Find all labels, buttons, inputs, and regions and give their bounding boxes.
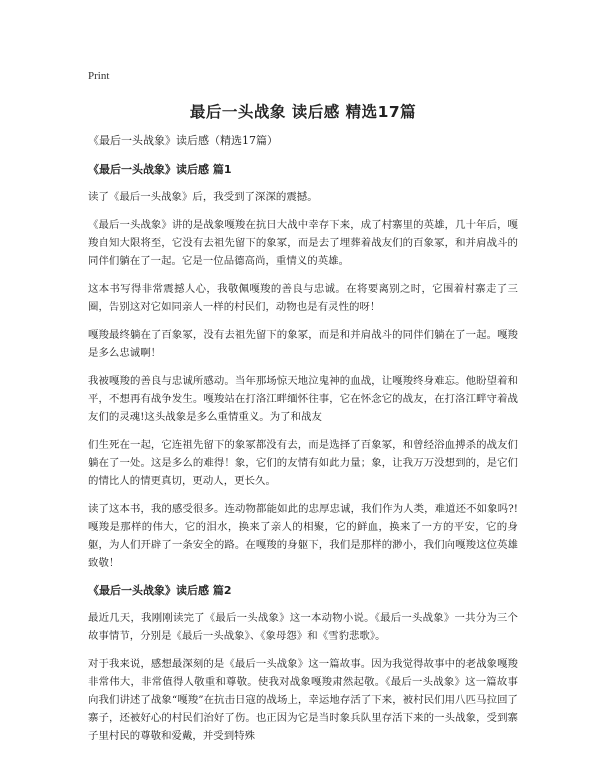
paragraph: 这本书写得非常震撼人心，我敬佩嘎羧的善良与忠诚。在将要离别之时，它围着村寨走了三圈，告别这对它如同亲人一样的村民们，动物也是有灵性的呀！ [88, 283, 518, 313]
paragraph: 对于我来说，感想最深刻的是《最后一头战象》这一篇故事。因为我觉得故事中的老战象嘎羧非常伟大，非常值得人敬重和尊敬。使我对战象嘎羧肃然起敬。《最后一头战象》这一篇故事向我们讲述了战象“嘎羧”在抗击日寇的战场上，幸运地存活了下来，被村民们用八匹马拉回了寨子，还被好心的村民们治好了伤。也正因为它是当时象兵队里存活下来的一头战象，受到寨子里村民的尊敬和爱戴，并受到特殊 [88, 658, 518, 742]
paragraph: 最近几天，我刚刚读完了《最后一头战象》这一本动物小说。《最后一头战象》一共分为三个故事情节，分别是《最后一头战象》、《象母怨》和《雪豹悲歌》。 [88, 612, 518, 642]
paragraph: 读了《最后一头战象》后，我受到了深深的震撼。 [88, 191, 318, 203]
print-label[interactable]: Print [88, 70, 110, 82]
paragraph: 嘎羧最终躺在了百象冢，没有去祖先留下的象冢，而是和并肩战斗的同伴们躺在了一起。嘎羧是多么忠诚啊！ [88, 329, 518, 359]
section-heading: 《最后一头战象》读后感 篇2 [88, 584, 232, 597]
document-title: 最后一头战象 读后感 精选17篇 [189, 103, 417, 121]
paragraph: 《最后一头战象》讲的是战象嘎羧在抗日大战中幸存下来，成了村寨里的英雄，几十年后，嘎羧自知大限将至，它没有去祖先留下的象冢，而是去了埋葬着战友们的百象冢，和并肩战斗的同伴们躺在了一起。它是一位品德高尚，重情义的英雄。 [88, 219, 518, 267]
section-1 [88, 161, 518, 572]
document-page [88, 70, 518, 755]
paragraph: 们生死在一起，它连祖先留下的象冢都没有去，而是选择了百象冢，和曾经浴血搏杀的战友们躺在了一处。这是多么的难得！象，它们的友情有如此力量；象，让我万万没想到的，是它们的情比人的情更真切，更动人，更长久。 [88, 439, 518, 487]
document-subtitle: 《最后一头战象》读后感（精选17篇） [88, 134, 278, 147]
section-2 [88, 582, 518, 745]
paragraph: 我被嘎羧的善良与忠诚所感动。当年那场惊天地泣鬼神的血战，让嘎羧终身难忘。他盼望着和平，不想再有战争发生。嘎羧站在打洛江畔缅怀往事，它在怀念它的战友，在打洛江畔守着战友们的灵魂!这头战象是多么重情重义。为了和战友 [88, 375, 518, 423]
paragraph: 读了这本书，我的感受很多。连动物都能如此的忠厚忠诚，我们作为人类，难道还不如象吗?!嘎羧是那样的伟大，它的泪水，换来了亲人的相聚，它的鲜血，换来了一方的平安，它的身躯，为人们开辟了一条安全的路。在嘎羧的身躯下，我们是那样的渺小，我们向嘎羧这位英雄致敬！ [88, 503, 518, 569]
section-heading: 《最后一头战象》读后感 篇1 [88, 163, 232, 176]
